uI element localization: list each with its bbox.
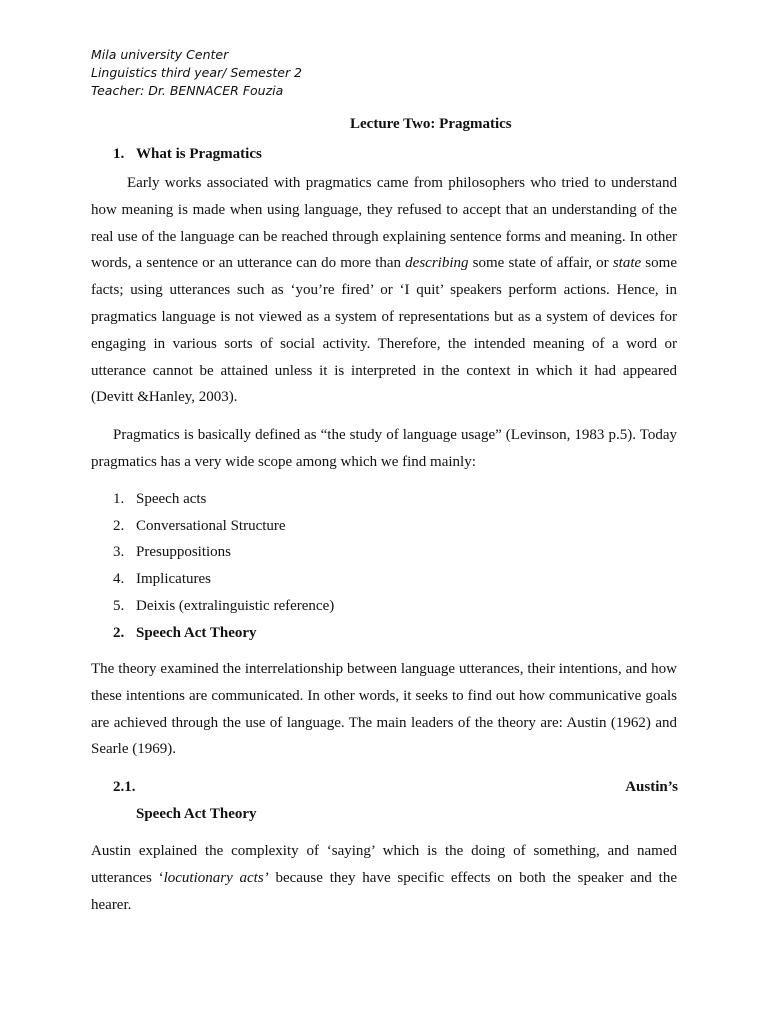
section-2-1-title-part2: Speech Act Theory bbox=[136, 806, 257, 822]
section-2-1-heading bbox=[113, 779, 678, 796]
section-2-title: Speech Act Theory bbox=[136, 625, 257, 641]
section-2-heading bbox=[113, 625, 257, 642]
section-2-number: 2. bbox=[113, 625, 125, 641]
header-institution: Mila university Center bbox=[91, 47, 229, 62]
section-1-heading bbox=[113, 146, 262, 163]
header-course: Linguistics third year/ Semester 2 bbox=[91, 65, 303, 80]
list-item: 4. Implicatures bbox=[113, 571, 211, 588]
section-1-number: 1. bbox=[113, 146, 125, 162]
list-item: 5. Deixis (extralinguistic reference) bbox=[113, 597, 335, 614]
list-item: 3. Presuppositions bbox=[113, 544, 232, 561]
section-1-paragraph-1: Early works associated with pragmatics came from philosophers who tried to understand how meaning is made when using language, they refused to accept that an understanding of the real use of the language can be reached through explaining sentence forms and meaning. In other words, a sentence or an utterance can do more than describing some state of affair, or state some facts; using utterances such as ‘you’re fired’ or ‘I quit’ speakers perform actions. Hence, in pragmatics language is not viewed as a system of representations but as a system of devices for engaging in various sorts of social activity. Therefore, the intended meaning of a word or utterance cannot be attained unless it is interpreted in the context in which it had appeared (Devitt &Hanley, 2003). bbox=[91, 175, 677, 406]
list-item: 1. Speech acts bbox=[113, 491, 207, 507]
pragmatics-scope-list bbox=[113, 486, 334, 619]
section-2-1-paragraph: Austin explained the complexity of ‘saying’ which is the doing of something, and named utterances ‘locutionary acts’ because they have specific effects on both the speaker and the hearer. bbox=[91, 843, 677, 913]
section-2-paragraph: The theory examined the interrelationship between language utterances, their intentions, and how these intentions are communicated. In other words, it seeks to find out how communicative goals are achieved through the use of language. The main leaders of the theory are: Austin (1962) and Searle (1969). bbox=[91, 661, 677, 758]
section-2-1-number: 2.1. bbox=[113, 779, 136, 795]
lecture-title: Lecture Two: Pragmatics bbox=[350, 116, 512, 132]
header-teacher: Teacher: Dr. BENNACER Fouzia bbox=[91, 83, 284, 98]
list-item: 2. Conversational Structure bbox=[113, 517, 286, 534]
section-1-title: What is Pragmatics bbox=[136, 146, 262, 162]
section-2-1-title-part1: Austin’s bbox=[625, 779, 678, 795]
section-1-paragraph-2: Pragmatics is basically defined as “the study of language usage” (Levinson, 1983 p.5). Today pragmatics has a very wide scope among which we find mainly: bbox=[91, 427, 677, 470]
